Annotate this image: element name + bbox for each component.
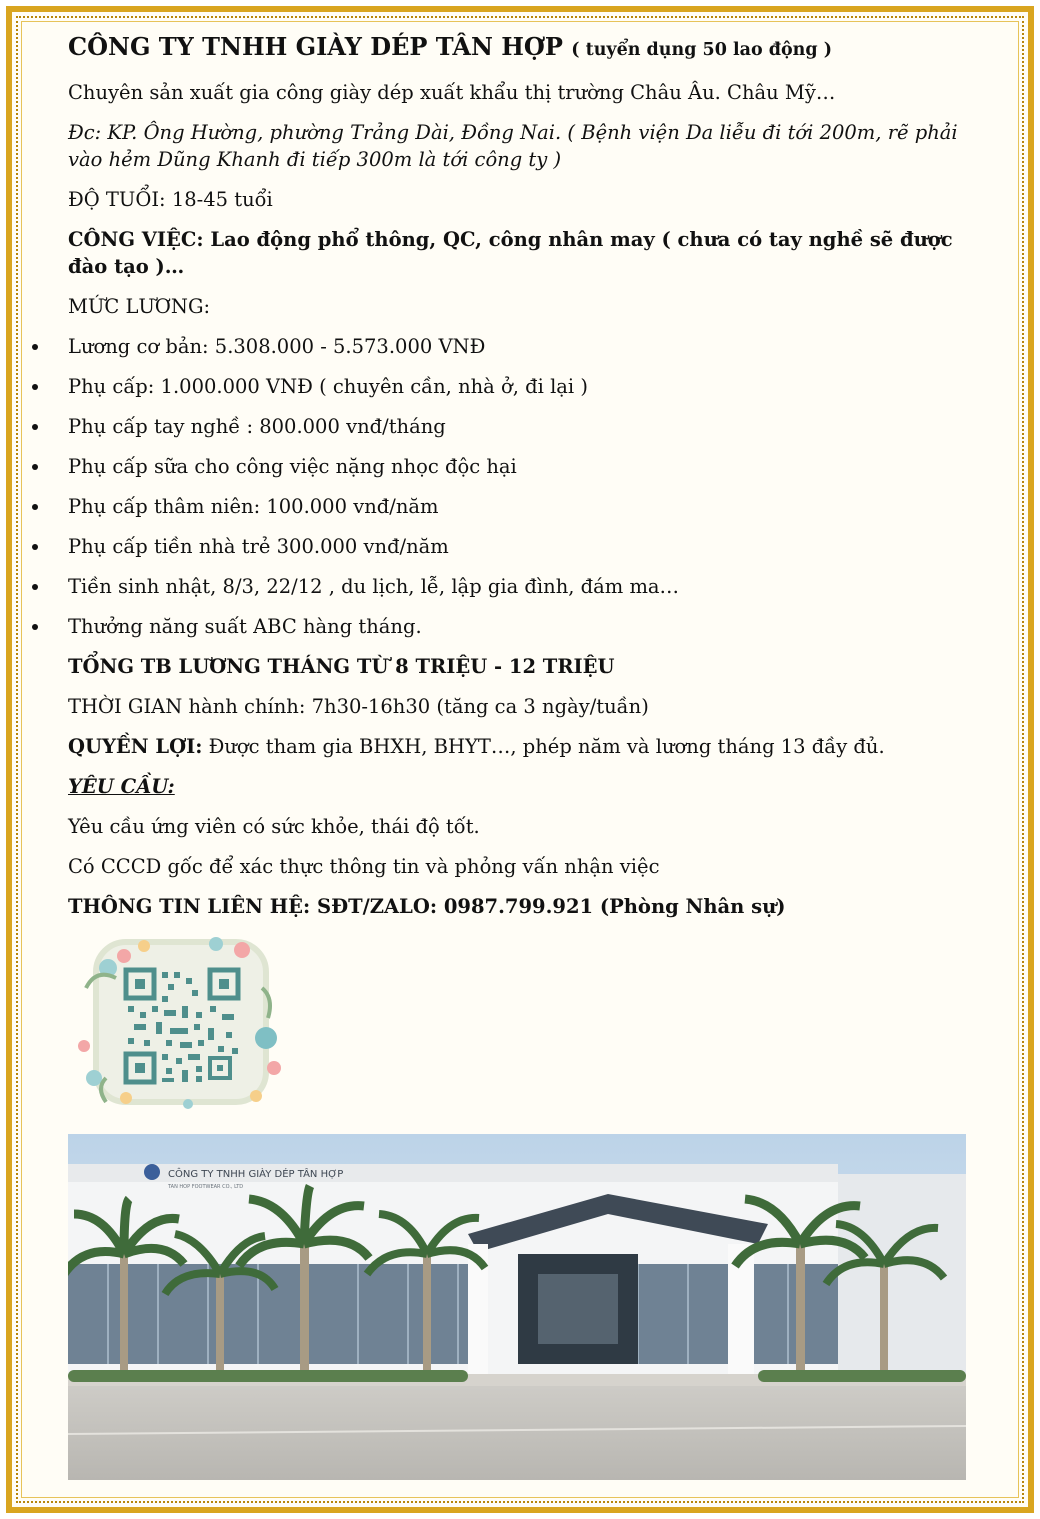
- salary-list: [68, 333, 968, 640]
- sign-text: CÔNG TY TNHH GIÀY DÉP TÂN HỢP: [168, 1169, 344, 1180]
- address-text: Đc: KP. Ông Hường, phường Trảng Dài, Đồng Nai. ( Bệnh viện Da liễu đi tới 200m, rẽ phải vào hẻm Dũng Khanh đi tiếp 300m là tới công ty ): [68, 121, 958, 171]
- requirement-line: Có CCCD gốc để xác thực thông tin và phỏng vấn nhận việc: [68, 855, 660, 878]
- intro-text: Chuyên sản xuất gia công giày dép xuất khẩu thị trường Châu Âu. Châu Mỹ…: [68, 81, 836, 104]
- benefits-text: [68, 733, 968, 760]
- list-item: Phụ cấp thâm niên: 100.000 vnđ/năm: [68, 493, 968, 520]
- requirement-line: Yêu cầu ứng viên có sức khỏe, thái độ tốt.: [68, 815, 480, 838]
- benefits-value: Được tham gia BHXH, BHYT…, phép năm và lương tháng 13 đầy đủ.: [202, 735, 885, 758]
- list-item: Lương cơ bản: 5.308.000 - 5.573.000 VNĐ: [68, 333, 968, 360]
- list-item: Tiền sinh nhật, 8/3, 22/12 , du lịch, lễ, lập gia đình, đám ma…: [68, 573, 968, 600]
- salary-heading: MỨC LƯƠNG:: [68, 295, 211, 318]
- job-posting: [68, 32, 968, 933]
- list-item: Phụ cấp: 1.000.000 VNĐ ( chuyên cần, nhà ở, đi lại ): [68, 373, 968, 400]
- qr-code-graphic: [66, 928, 294, 1110]
- qr-code[interactable]: [66, 928, 294, 1110]
- sign-subtext: TAN HOP FOOTWEAR CO., LTD: [168, 1184, 244, 1190]
- working-time: THỜI GIAN hành chính: 7h30-16h30 (tăng ca 3 ngày/tuần): [68, 695, 649, 718]
- requirements-heading: YÊU CẦU:: [68, 775, 175, 798]
- list-item: Phụ cấp tiền nhà trẻ 300.000 vnđ/năm: [68, 533, 968, 560]
- job-text: CÔNG VIỆC: Lao động phổ thông, QC, công nhân may ( chưa có tay nghề sẽ được đào tạo )…: [68, 228, 953, 278]
- company-name: CÔNG TY TNHH GIÀY DÉP TÂN HỢP: [68, 32, 563, 61]
- list-item: Thưởng năng suất ABC hàng tháng.: [68, 613, 968, 640]
- benefits-label: QUYỀN LỢI:: [68, 735, 203, 758]
- age-text: ĐỘ TUỔI: 18-45 tuổi: [68, 188, 273, 211]
- page-title: [68, 32, 968, 65]
- total-salary: TỔNG TB LƯƠNG THÁNG TỪ 8 TRIỆU - 12 TRIỆU: [68, 655, 615, 678]
- list-item: Phụ cấp tay nghề : 800.000 vnđ/tháng: [68, 413, 968, 440]
- factory-photo: [68, 1134, 966, 1480]
- contact-info: THÔNG TIN LIÊN HỆ: SĐT/ZALO: 0987.799.921 (Phòng Nhân sự): [68, 895, 786, 918]
- list-item: Phụ cấp sữa cho công việc nặng nhọc độc hại: [68, 453, 968, 480]
- hiring-note: ( tuyển dụng 50 lao động ): [571, 40, 832, 60]
